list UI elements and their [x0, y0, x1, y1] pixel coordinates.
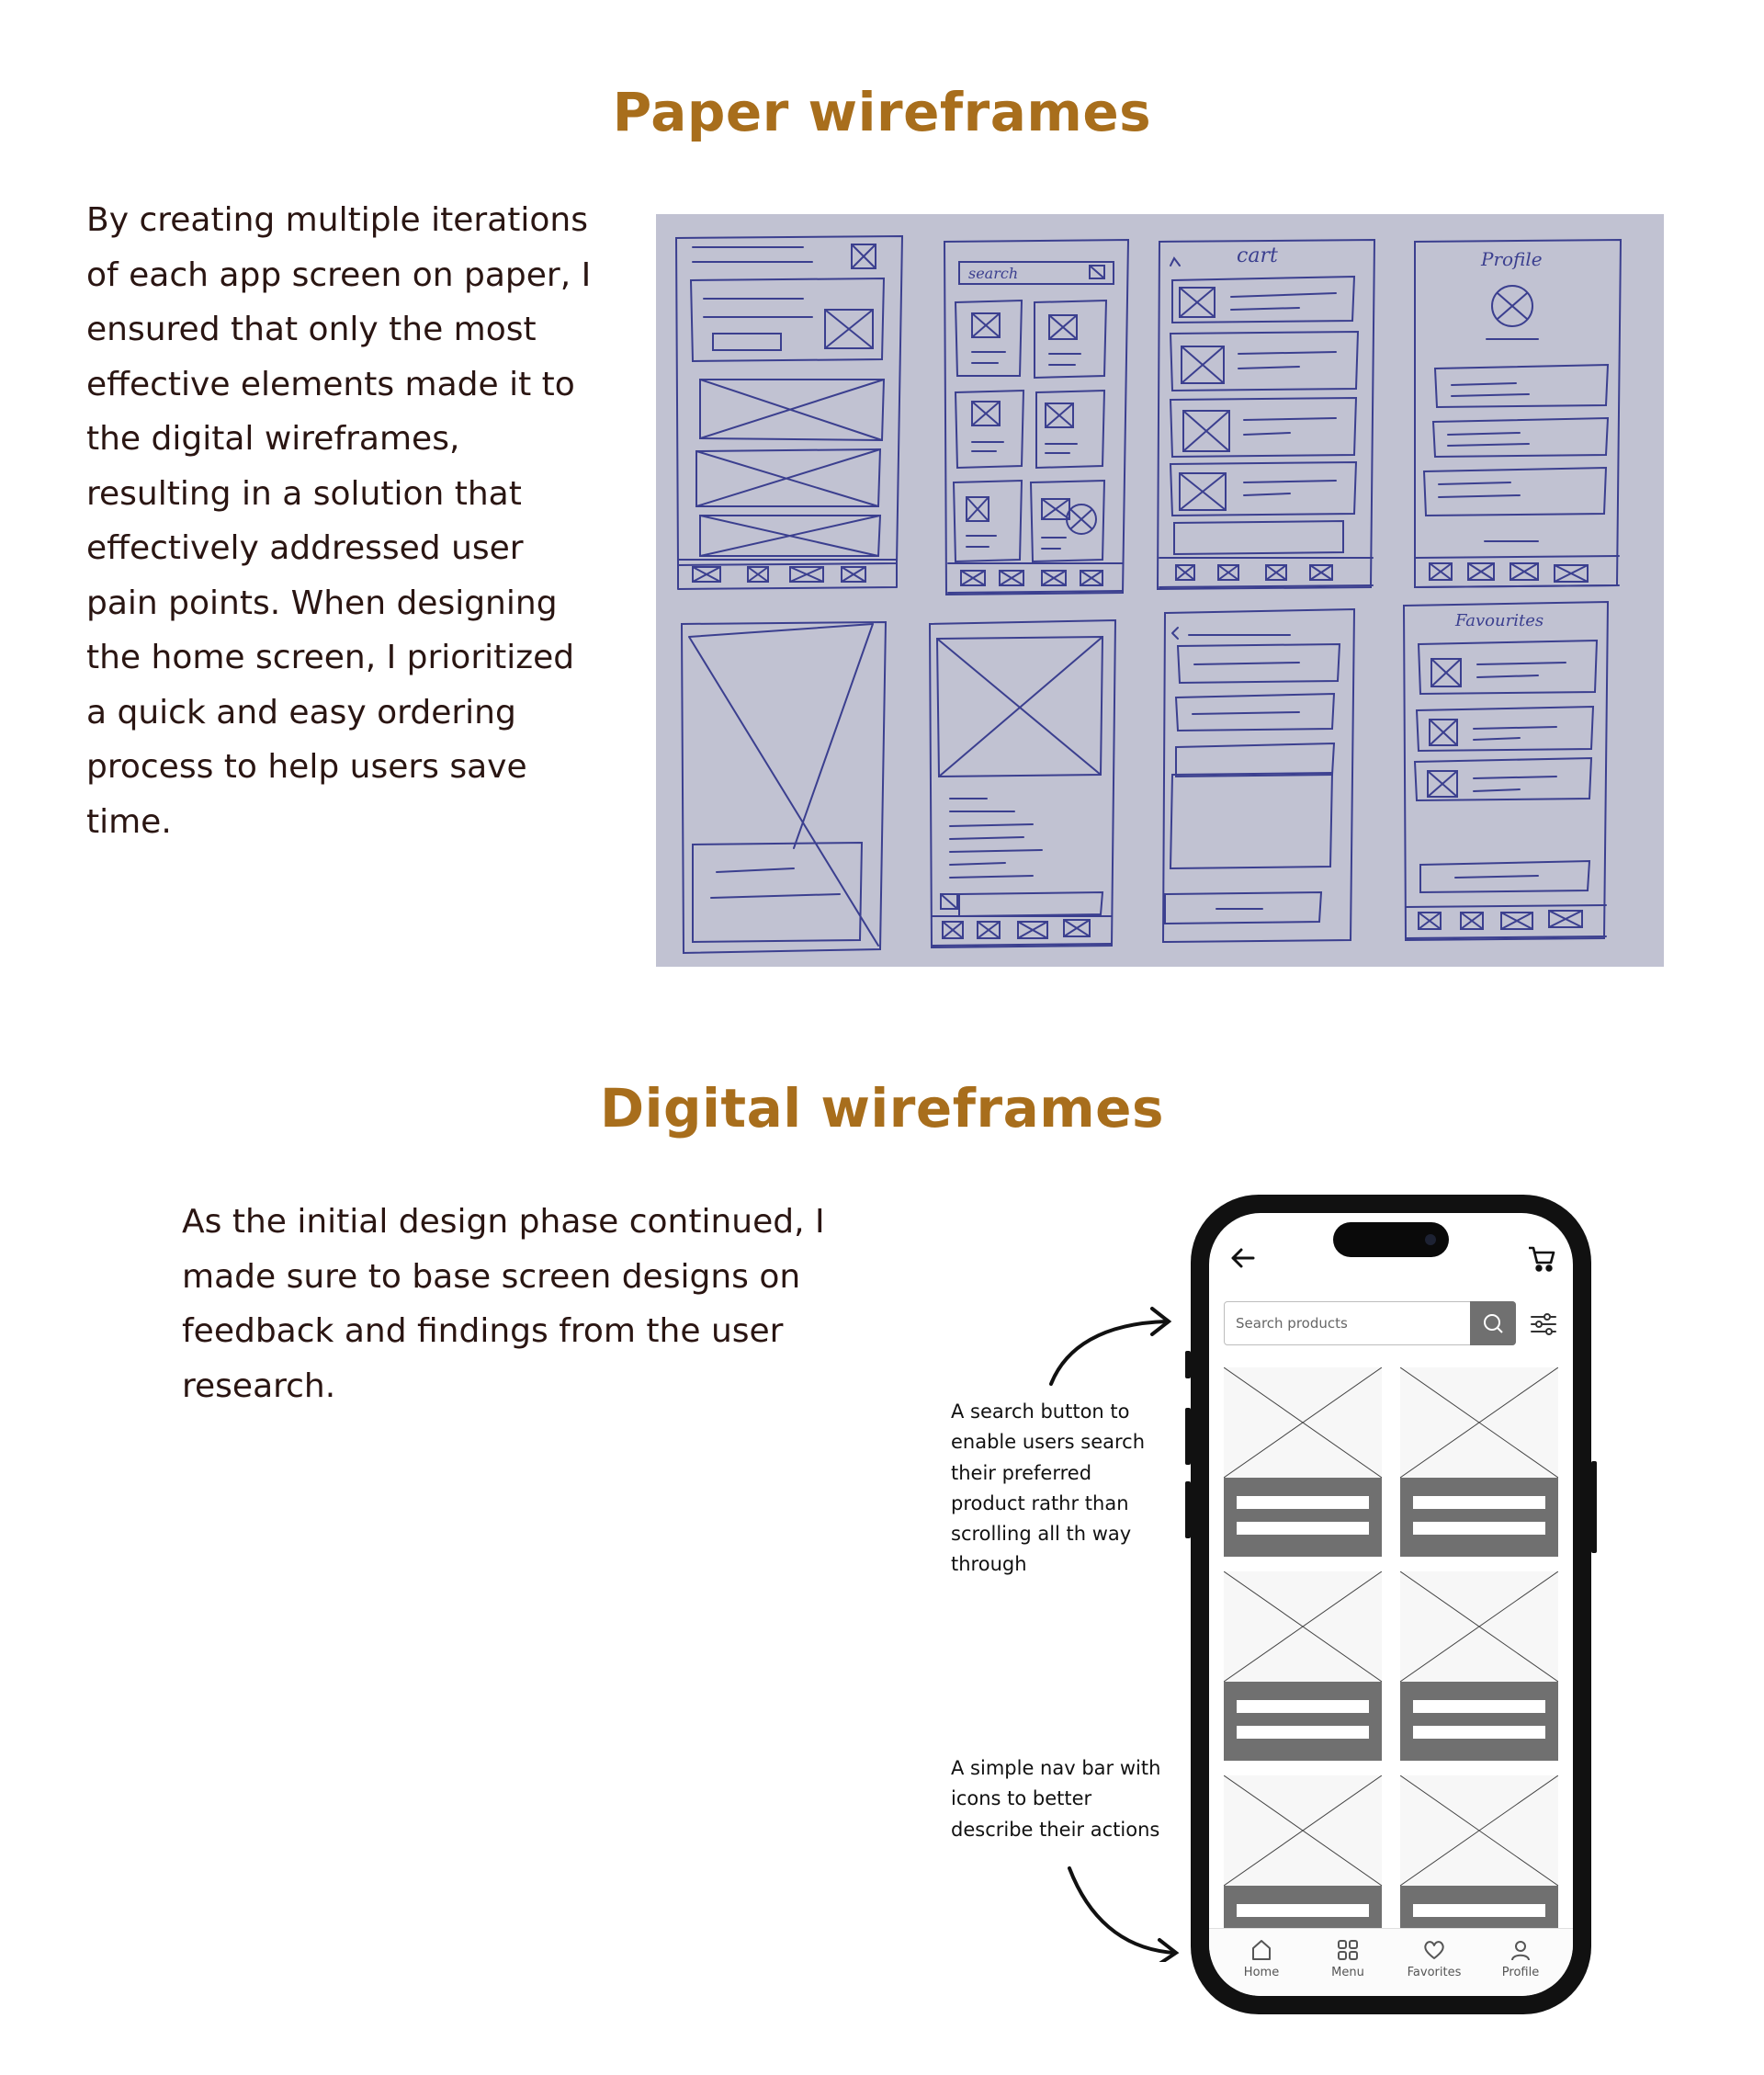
filter-icon[interactable] — [1529, 1310, 1558, 1338]
search-placeholder: Search products — [1236, 1315, 1348, 1332]
bottom-nav-bar — [1209, 1928, 1573, 1996]
nav-label-menu: Menu — [1331, 1966, 1364, 1979]
nav-item-favorites[interactable] — [1393, 1938, 1476, 1979]
sketch-favourites-screen — [1404, 602, 1608, 940]
nav-item-menu[interactable] — [1306, 1938, 1389, 1979]
product-card[interactable] — [1224, 1367, 1382, 1557]
search-button[interactable] — [1470, 1301, 1516, 1345]
digital-wireframes-description: As the initial design phase continued, I made sure to base screen designs on feedback and findings from the user research. — [182, 1203, 825, 1405]
search-input[interactable] — [1224, 1301, 1516, 1345]
search-annotation: A search button to enable users search their preferred product rathr than scrolling all th way through — [951, 1400, 1146, 1576]
cart-icon[interactable] — [1527, 1244, 1556, 1272]
digital-wireframes-heading: Digital wireframes — [599, 1077, 1165, 1140]
sketch-cart-label: cart — [1237, 244, 1278, 267]
product-card[interactable] — [1224, 1571, 1382, 1761]
paper-wireframes-description: By creating multiple iterations of each app screen on paper, I ensured that only the most effective elements made it to the digital wireframes, resulting in a solution that effectively addressed user pain points. When designing the home screen, I prioritized a quick and easy ordering process to help users save time. — [86, 201, 592, 841]
paper-wireframes-heading: Paper wireframes — [612, 81, 1152, 143]
grid-icon — [1336, 1938, 1360, 1962]
nav-annotation-arrow — [1038, 1861, 1185, 1962]
product-grid — [1209, 1367, 1573, 1928]
sketch-profile-label: Profile — [1481, 248, 1543, 270]
nav-item-home[interactable] — [1220, 1938, 1303, 1979]
back-arrow-icon[interactable] — [1229, 1246, 1257, 1270]
nav-label-home: Home — [1243, 1966, 1280, 1979]
sketch-favourites-label: Favourites — [1455, 611, 1544, 630]
sketch-search-screen — [944, 240, 1128, 595]
sketch-profile-screen — [1415, 240, 1621, 587]
sketch-search-label: search — [968, 265, 1019, 282]
sketch-product-screen — [682, 622, 886, 953]
nav-annotation: A simple nav bar with icons to better describe their actions — [951, 1757, 1161, 1841]
sketch-home-screen — [676, 236, 902, 589]
paper-wireframes-photo — [656, 214, 1664, 967]
product-card[interactable] — [1400, 1367, 1558, 1557]
home-icon — [1250, 1938, 1273, 1962]
sketch-form-screen — [1163, 609, 1354, 942]
nav-label-profile: Profile — [1501, 1966, 1540, 1979]
heart-icon — [1422, 1938, 1446, 1962]
user-icon — [1509, 1938, 1532, 1962]
search-annotation-arrow — [1038, 1296, 1185, 1388]
dynamic-island — [1333, 1222, 1449, 1257]
product-card[interactable] — [1400, 1571, 1558, 1761]
search-icon — [1470, 1301, 1516, 1345]
phone-mockup — [1191, 1195, 1591, 2014]
sketch-details-screen — [930, 620, 1115, 947]
nav-item-profile[interactable] — [1479, 1938, 1562, 1979]
nav-label-favorites: Favorites — [1407, 1966, 1462, 1979]
sketch-cart-screen — [1158, 240, 1374, 589]
phone-screen — [1209, 1213, 1573, 1996]
